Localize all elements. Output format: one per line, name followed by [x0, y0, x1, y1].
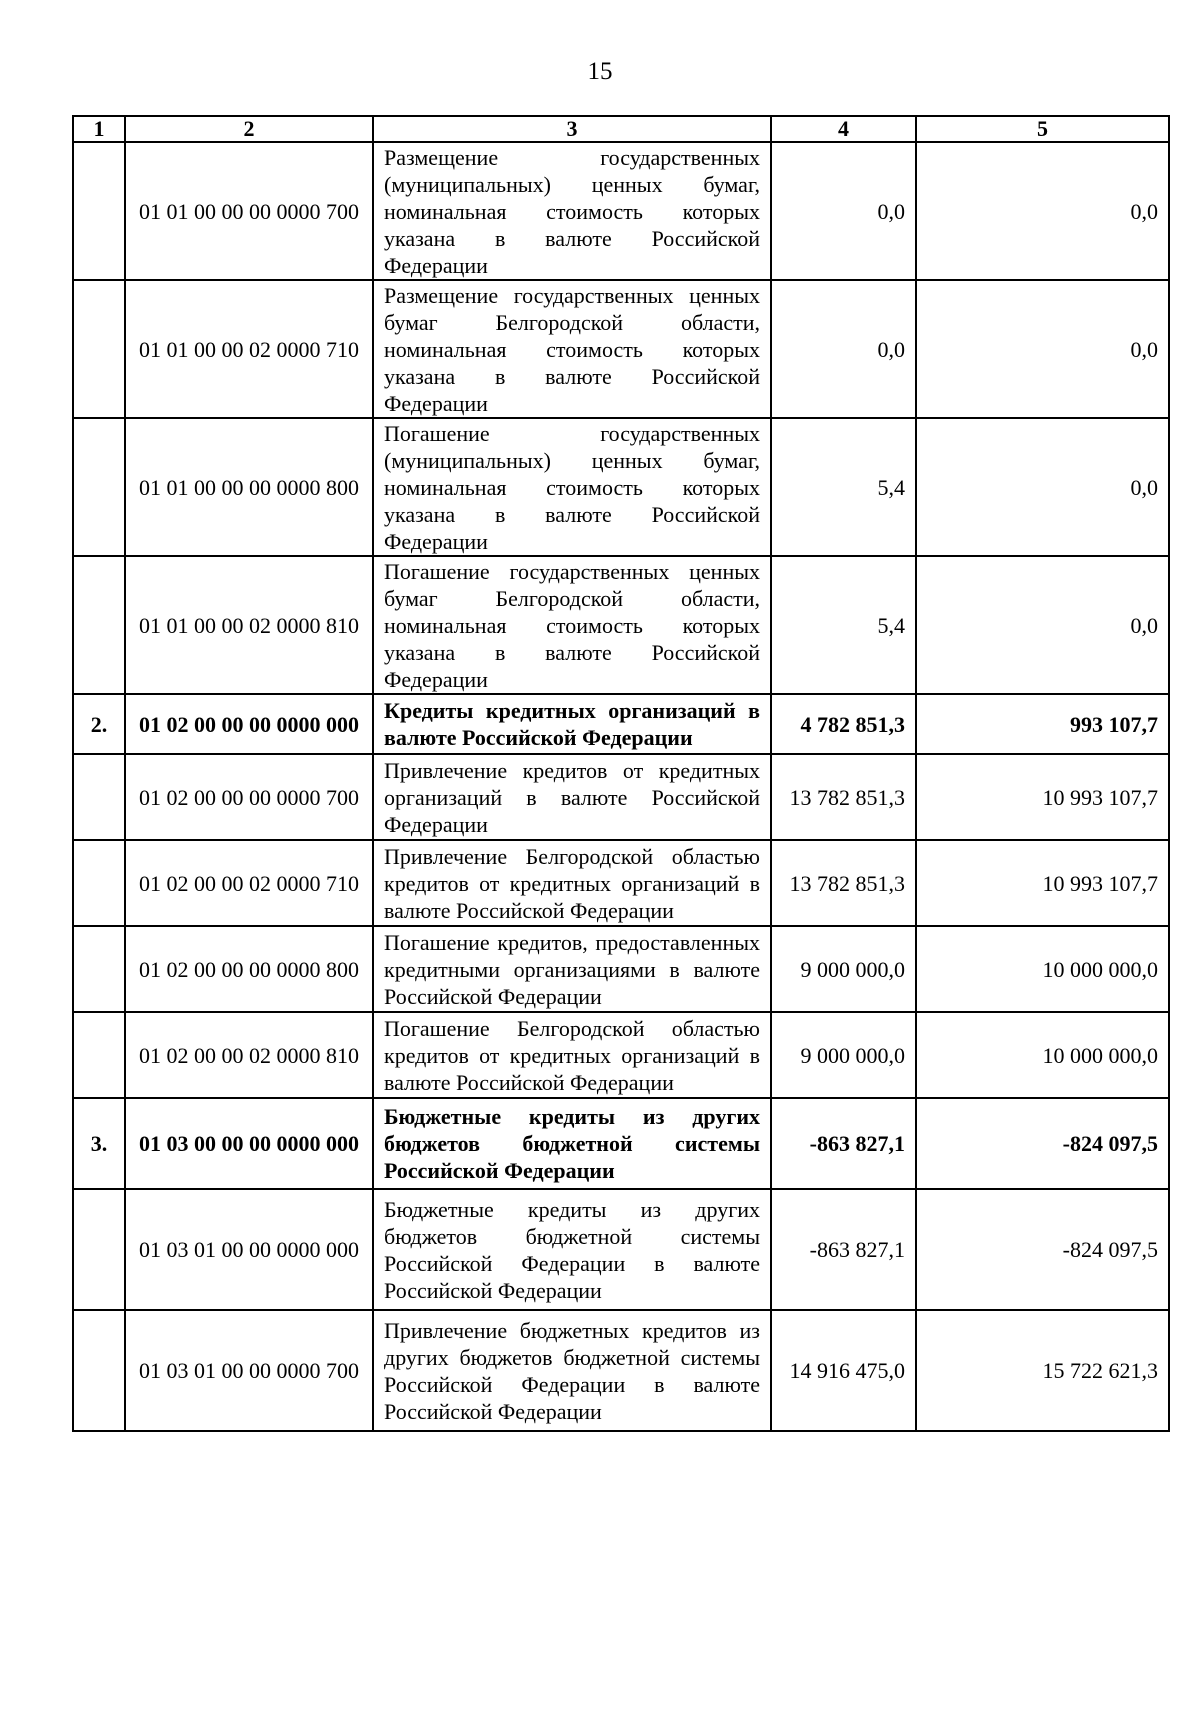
row-value-col5: -824 097,5 [916, 1098, 1169, 1189]
row-number [73, 280, 125, 418]
table-row [73, 142, 1169, 280]
row-code: 01 01 00 00 02 0000 710 [125, 280, 373, 418]
row-number [73, 418, 125, 556]
row-value-col5: 993 107,7 [916, 694, 1169, 754]
table-row [73, 1012, 1169, 1098]
table-row [73, 1189, 1169, 1310]
row-code: 01 01 00 00 00 0000 800 [125, 418, 373, 556]
row-description: Размещение государственных ценных бумаг Белгородской области, номинальная стоимость которых указана в валюте Российской Федерации [373, 280, 771, 418]
header-col-1: 1 [73, 116, 125, 142]
row-number [73, 1012, 125, 1098]
row-value-col5: 0,0 [916, 418, 1169, 556]
row-value-col5: 0,0 [916, 142, 1169, 280]
row-description: Погашение государственных ценных бумаг Белгородской области, номинальная стоимость которых указана в валюте Российской Федерации [373, 556, 771, 694]
row-value-col5: 10 000 000,0 [916, 926, 1169, 1012]
row-code: 01 03 01 00 00 0000 700 [125, 1310, 373, 1431]
row-description: Кредиты кредитных организаций в валюте Российской Федерации [373, 694, 771, 754]
row-value-col4: 9 000 000,0 [771, 926, 916, 1012]
row-description: Привлечение Белгородской областью кредитов от кредитных организаций в валюте Российской Федерации [373, 840, 771, 926]
table-row-section [73, 694, 1169, 754]
row-value-col4: 5,4 [771, 556, 916, 694]
row-value-col5: 15 722 621,3 [916, 1310, 1169, 1431]
row-description: Размещение государственных (муниципальных) ценных бумаг, номинальная стоимость которых указана в валюте Российской Федерации [373, 142, 771, 280]
row-description: Привлечение кредитов от кредитных организаций в валюте Российской Федерации [373, 754, 771, 840]
row-value-col5: 10 000 000,0 [916, 1012, 1169, 1098]
row-description: Погашение Белгородской областью кредитов от кредитных организаций в валюте Российской Федерации [373, 1012, 771, 1098]
row-code: 01 01 00 00 02 0000 810 [125, 556, 373, 694]
table-row [73, 754, 1169, 840]
row-value-col4: 13 782 851,3 [771, 754, 916, 840]
row-description: Бюджетные кредиты из других бюджетов бюджетной системы Российской Федерации [373, 1098, 771, 1189]
row-number [73, 142, 125, 280]
table-row [73, 840, 1169, 926]
budget-sources-table [72, 115, 1170, 1432]
table-header-row [73, 116, 1169, 142]
row-value-col4: 5,4 [771, 418, 916, 556]
row-code: 01 01 00 00 00 0000 700 [125, 142, 373, 280]
row-value-col4: -863 827,1 [771, 1098, 916, 1189]
row-value-col4: 4 782 851,3 [771, 694, 916, 754]
row-value-col4: 13 782 851,3 [771, 840, 916, 926]
row-number [73, 926, 125, 1012]
page-number: 15 [587, 58, 613, 85]
row-number [73, 1310, 125, 1431]
row-description: Привлечение бюджетных кредитов из других бюджетов бюджетной системы Российской Федерации в валюте Российской Федерации [373, 1310, 771, 1431]
header-col-4: 4 [771, 116, 916, 142]
row-description: Бюджетные кредиты из других бюджетов бюджетной системы Российской Федерации в валюте Российской Федерации [373, 1189, 771, 1310]
row-description: Погашение государственных (муниципальных) ценных бумаг, номинальная стоимость которых указана в валюте Российской Федерации [373, 418, 771, 556]
row-code: 01 02 00 00 00 0000 700 [125, 754, 373, 840]
table-row-section [73, 1098, 1169, 1189]
row-description: Погашение кредитов, предоставленных кредитными организациями в валюте Российской Федерации [373, 926, 771, 1012]
table-row [73, 280, 1169, 418]
row-number: 2. [73, 694, 125, 754]
row-value-col4: 14 916 475,0 [771, 1310, 916, 1431]
row-value-col4: -863 827,1 [771, 1189, 916, 1310]
table-row [73, 1310, 1169, 1431]
row-number [73, 754, 125, 840]
row-number [73, 840, 125, 926]
row-number [73, 556, 125, 694]
header-col-5: 5 [916, 116, 1169, 142]
row-value-col4: 9 000 000,0 [771, 1012, 916, 1098]
row-number [73, 1189, 125, 1310]
row-value-col5: 10 993 107,7 [916, 754, 1169, 840]
row-code: 01 03 00 00 00 0000 000 [125, 1098, 373, 1189]
row-code: 01 02 00 00 02 0000 810 [125, 1012, 373, 1098]
row-value-col5: 0,0 [916, 280, 1169, 418]
row-value-col5: -824 097,5 [916, 1189, 1169, 1310]
row-value-col4: 0,0 [771, 280, 916, 418]
row-value-col4: 0,0 [771, 142, 916, 280]
header-col-2: 2 [125, 116, 373, 142]
table-row [73, 556, 1169, 694]
row-code: 01 03 01 00 00 0000 000 [125, 1189, 373, 1310]
row-code: 01 02 00 00 00 0000 000 [125, 694, 373, 754]
row-number: 3. [73, 1098, 125, 1189]
row-value-col5: 0,0 [916, 556, 1169, 694]
row-code: 01 02 00 00 02 0000 710 [125, 840, 373, 926]
row-value-col5: 10 993 107,7 [916, 840, 1169, 926]
table-row [73, 418, 1169, 556]
header-col-3: 3 [373, 116, 771, 142]
table-row [73, 926, 1169, 1012]
row-code: 01 02 00 00 00 0000 800 [125, 926, 373, 1012]
